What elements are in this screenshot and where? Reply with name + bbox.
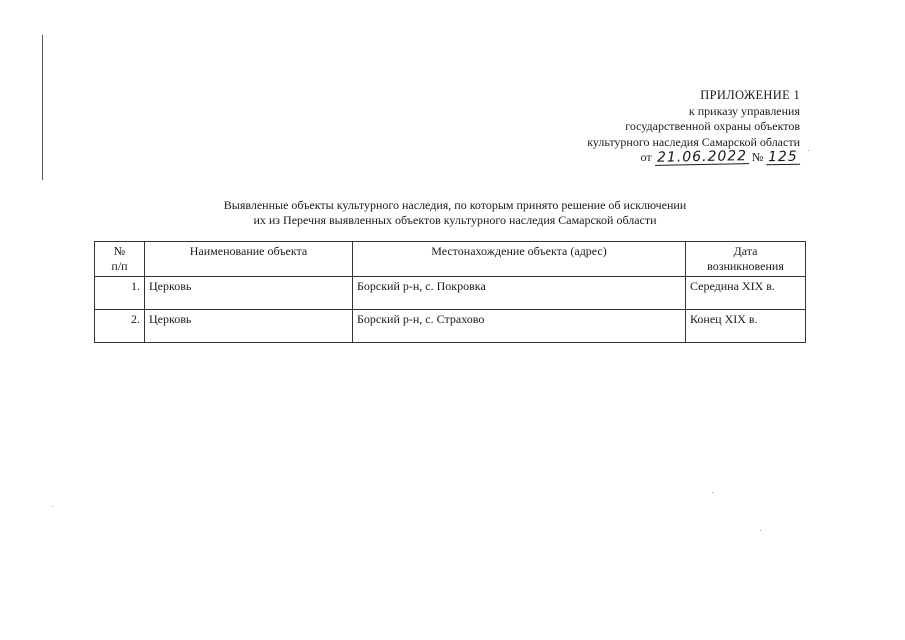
appendix-title: ПРИЛОЖЕНИЕ 1 bbox=[700, 88, 800, 102]
heading-line-1: Выявленные объекты культурного наследия, по которым принято решение об исключении bbox=[223, 198, 687, 212]
document-heading bbox=[150, 198, 760, 228]
scan-speck bbox=[808, 150, 809, 151]
table-row bbox=[95, 310, 806, 343]
row-object-name: Церковь bbox=[145, 277, 353, 310]
header-date-line-1: Дата bbox=[733, 244, 758, 258]
header-date bbox=[686, 242, 806, 277]
row-address: Борский р-н, с. Страхово bbox=[353, 310, 686, 343]
table-row bbox=[95, 277, 806, 310]
scan-speck bbox=[712, 492, 713, 493]
table-header-row bbox=[95, 242, 806, 277]
appendix-line-1: к приказу управления bbox=[688, 103, 800, 118]
heading-line-2: их из Перечня выявленных объектов культурного наследия Самарской области bbox=[253, 213, 657, 227]
row-object-name: Церковь bbox=[145, 310, 353, 343]
order-reference bbox=[520, 150, 800, 166]
header-date-line-2: возникновения bbox=[707, 259, 784, 273]
row-address: Борский р-н, с. Покровка bbox=[353, 277, 686, 310]
header-address: Местонахождение объекта (адрес) bbox=[353, 242, 686, 277]
header-name: Наименование объекта bbox=[145, 242, 353, 277]
scan-speck bbox=[52, 506, 53, 507]
scan-speck bbox=[760, 530, 761, 531]
row-date: Конец XIX в. bbox=[686, 310, 806, 343]
row-date: Середина XIX в. bbox=[686, 277, 806, 310]
row-number: 1. bbox=[95, 277, 145, 310]
appendix-line-3: культурного наследия Самарской области bbox=[587, 134, 800, 149]
header-num bbox=[95, 242, 145, 277]
appendix-line-2: государственной охраны объектов bbox=[625, 119, 800, 133]
order-prefix: от bbox=[640, 150, 652, 164]
scan-edge-line bbox=[42, 35, 43, 180]
order-number-sign: № bbox=[751, 150, 764, 164]
order-number: 125 bbox=[768, 148, 799, 166]
order-date: 21.06.2022 bbox=[656, 148, 747, 166]
appendix-header bbox=[520, 88, 800, 166]
row-number: 2. bbox=[95, 310, 145, 343]
header-num-line-1: № bbox=[113, 244, 126, 258]
header-num-line-2: п/п bbox=[111, 259, 128, 273]
objects-table bbox=[94, 241, 806, 343]
